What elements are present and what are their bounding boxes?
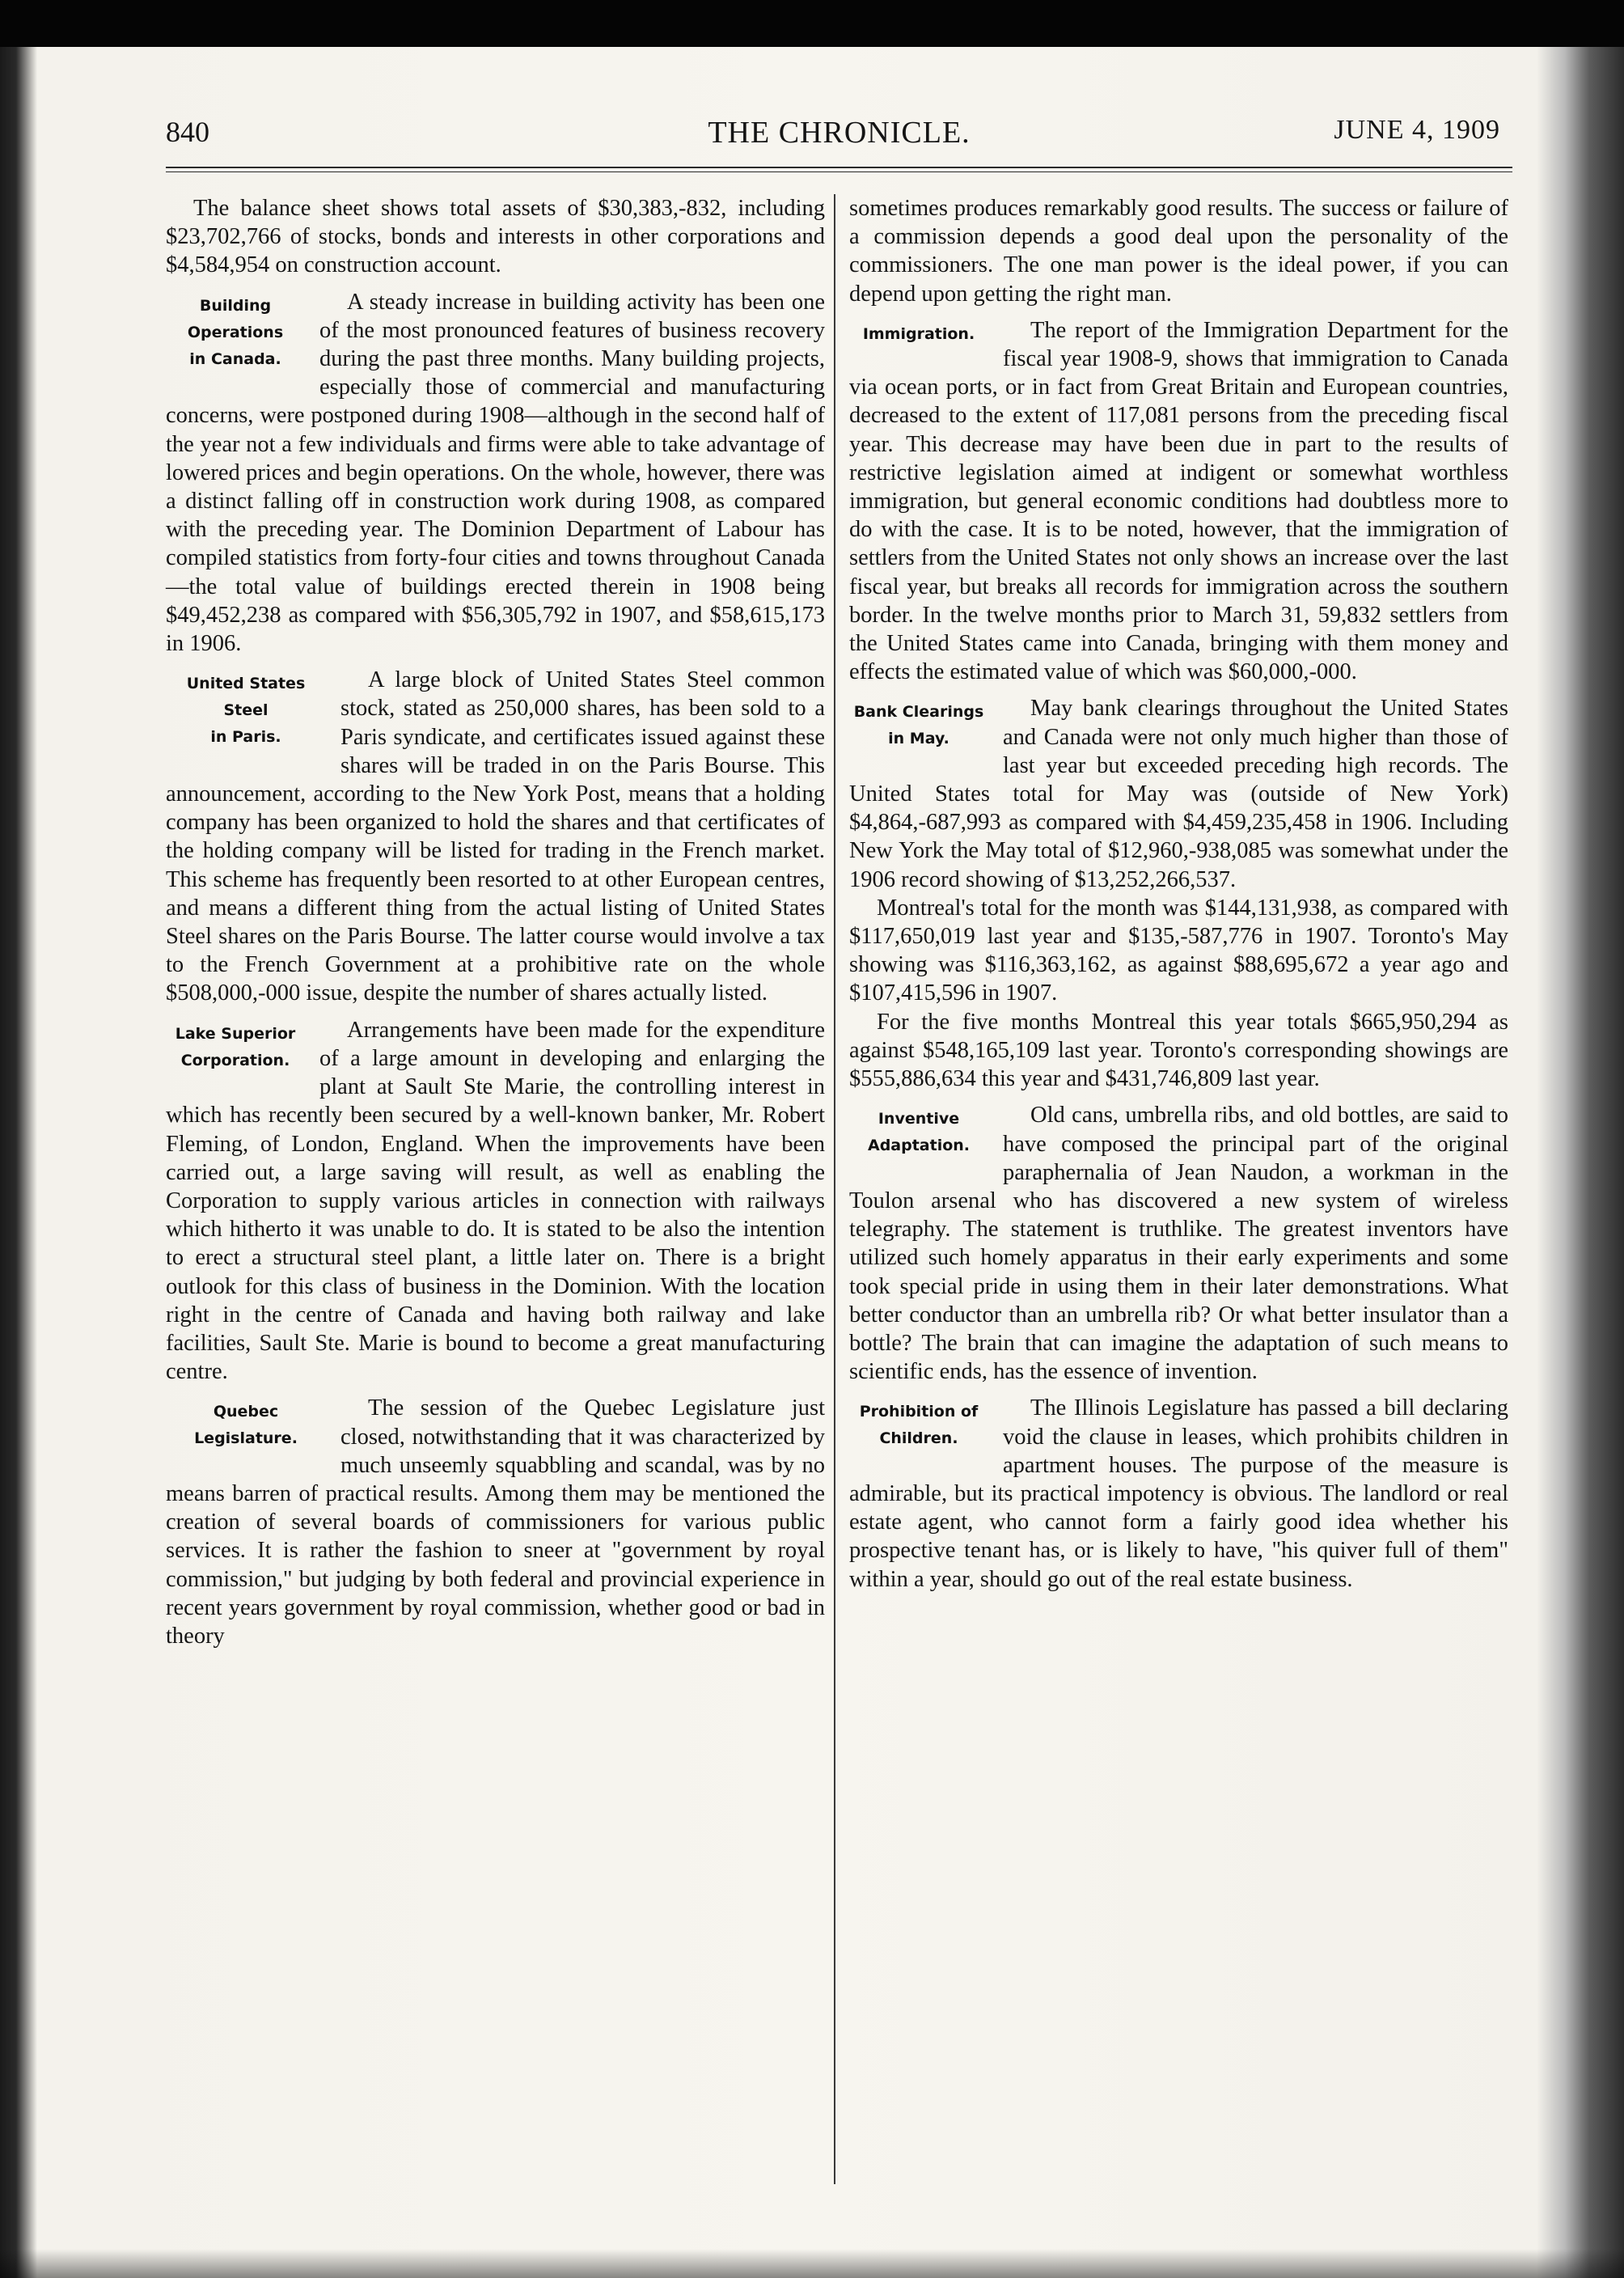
- section-paragraph: Arrangements have been made for the expenditure of a large amount in developing and enlarging the plant at Sault Ste Marie, the controlling interest in which has recently been secured by a well-known banker, Mr. Robert Fleming, of London, England. When the improvements have been carried out, a large saving will result, as well as enabling the Corporation to supply various articles in connection with railways which hitherto it was unable to do. It is stated to be also the intention to erect a structural steel plant, a little later on. There is a bright outlook for this class of business in the Dominion. With the location right in the centre of Canada and having both railway and lake facilities, Sault Ste. Marie is bound to become a great manufacturing centre.: [166, 1017, 825, 1385]
- side-heading-line: Inventive: [878, 1110, 960, 1128]
- side-heading: [166, 671, 326, 751]
- side-heading: [166, 293, 305, 373]
- section-paragraph: Old cans, umbrella ribs, and old bottles, are said to have composed the principal part of the original paraphernalia of Jean Naudon, a workman in the Toulon arsenal who has discovered a new system of wireless telegraphy. The statement is truthlike. The greatest inventors have utilized such homely apparatus in their early experiments and some took special pride in using them in their later demonstrations. What better conductor than an umbrella rib? Or what better insulator than a bottle? The brain that can imagine the adaptation of such means to scientific ends, has the essence of invention.: [849, 1103, 1508, 1385]
- column-divider: [834, 194, 835, 2184]
- issue-date: JUNE 4, 1909: [1334, 115, 1500, 145]
- page-header: [166, 113, 1512, 173]
- section-paragraph: The session of the Quebec Legislature just closed, notwithstanding that it was characterized by much unseemly squabbling and scandal, was by no means barren of practical results. Among them may be mentioned the creation of several boards of commissioners for various public services. It is rather the fashion to sneer at "government by royal commission," but judging by both federal and provincial experience in recent years government by royal commission, whether good or bad in theory: [166, 1395, 825, 1649]
- journal-title: THE CHRONICLE.: [708, 116, 971, 150]
- section-lake-superior: [166, 1016, 825, 1387]
- section-immigration: [849, 316, 1508, 687]
- side-heading-line: Children.: [879, 1429, 958, 1448]
- section-paragraph: Montreal's total for the month was $144,131,938, as compared with $117,650,019 last year and $135,-587,776 in 1907. Toronto's May showing was $116,363,162, as against $88,695,672 a year ago and $107,415,596 in 1907.: [849, 895, 1508, 1006]
- side-heading-line: Building: [199, 296, 272, 315]
- side-heading: [166, 1021, 305, 1074]
- header-rule-thin: [166, 171, 1512, 172]
- side-heading-line: Quebec Legislature.: [194, 1403, 298, 1448]
- continued-paragraph: sometimes produces remarkably good results. The success or failure of a commission depends a good deal upon the personality of the commissioners. The one man power is the ideal power, if you can depend upon getting the right man.: [849, 196, 1508, 307]
- side-heading: [849, 1399, 988, 1452]
- side-heading-line: United States Steel: [186, 675, 306, 720]
- section-building-operations: [166, 288, 825, 658]
- scan-bottom-shadow: [0, 2249, 1624, 2278]
- section-us-steel-paris: [166, 666, 825, 1007]
- section-inventive-adaptation: [849, 1101, 1508, 1386]
- newspaper-page: [166, 113, 1512, 2184]
- right-column: [849, 194, 1508, 1594]
- section-prohibition-of-children: [849, 1394, 1508, 1593]
- side-heading-line: in Canada.: [189, 349, 281, 368]
- side-heading-line: Operations: [187, 323, 284, 341]
- section-quebec-legislature: [166, 1394, 825, 1650]
- side-heading: [849, 1106, 988, 1159]
- side-heading-line: Immigration.: [862, 324, 975, 343]
- section-paragraph: May bank clearings throughout the United States and Canada were not only much higher than those of last year but exceeded preceding high records. The United States total for May was (outside of New York) $4,864,-687,993 as compared with $4,459,235,458 in 1906. Including New York the May total of $12,960,-938,085 was somewhat under the 1906 record showing of $13,252,266,537.: [849, 696, 1508, 892]
- side-heading-line: Prohibition of: [859, 1403, 979, 1421]
- section-paragraph: A large block of United States Steel common stock, stated as 250,000 shares, has been sold to a Paris syndicate, and certificates issued against these shares will be traded in on the Paris Bourse. This announcement, according to the New York Post, means that a holding company has been organized to hold the shares and that certificates of the holding company will be listed for trading in the French market. This scheme has frequently been resorted to at other European centres, and means a different thing from the actual listing of United States Steel shares on the Paris Bourse. The latter course would involve a tax to the French Government at a prohibitive rate on the whole $508,000,-000 issue, despite the number of shares actually listed.: [166, 667, 825, 1006]
- side-heading-line: in May.: [888, 730, 949, 748]
- page-number: 840: [166, 116, 209, 148]
- section-bank-clearings: [849, 694, 1508, 1093]
- scan-top-border: [0, 0, 1624, 47]
- section-paragraph: A steady increase in building activity has been one of the most pronounced features of business recovery during the past three months. Many building projects, especially those of commercial and manufacturing concerns, were postponed during 1908—although in the second half of the year not a few individuals and firms were able to take advantage of lowered prices and begin operations. On the whole, however, there was a distinct falling off in construction work during 1908, as compared with the preceding year. The Dominion Department of Labour has compiled statistics from forty-four cities and towns throughout Canada—the total value of buildings erected therein in 1908 being $49,452,238 as compared with $56,305,792 in 1907, and $58,615,173 in 1906.: [166, 289, 825, 657]
- side-heading: [849, 321, 988, 348]
- side-heading-line: Corporation.: [180, 1051, 290, 1069]
- side-heading: [849, 699, 988, 752]
- side-heading-line: Lake Superior: [175, 1024, 296, 1043]
- side-heading-line: in Paris.: [210, 728, 281, 747]
- article-columns: [166, 194, 1512, 2184]
- side-heading-line: Adaptation.: [867, 1137, 971, 1155]
- section-paragraph: For the five months Montreal this year totals $665,950,294 as against $548,165,109 last year. Toronto's corresponding showings are $555,886,634 this year and $431,746,809 last year.: [849, 1009, 1508, 1092]
- side-heading: [166, 1399, 326, 1452]
- section-paragraph: The Illinois Legislature has passed a bill declaring void the clause in leases, which prohibits children in apartment houses. The purpose of the measure is admirable, but its practical impotency is obvious. The landlord or real estate agent, who cannot form a fairly good idea whether his prospective tenant has, or is likely to have, "his quiver full of them" within a year, should go out of the real estate business.: [849, 1395, 1508, 1592]
- header-rule: [166, 167, 1512, 168]
- intro-paragraph: The balance sheet shows total assets of $30,383,-832, including $23,702,766 of stocks, bonds and interests in other corporations and $4,584,954 on construction account.: [166, 196, 825, 278]
- side-heading-line: Bank Clearings: [853, 703, 984, 722]
- section-paragraph: The report of the Immigration Department for the fiscal year 1908-9, shows that immigration to Canada via ocean ports, or in fact from Great Britain and European countries, decreased to the extent of 117,081 persons from the preceding fiscal year. This decrease may have been due in part to the results of restrictive legislation aimed at indigent or somewhat worthless immigration, but general economic conditions had doubtless more to do with the case. It is to be noted, however, that the immigration of settlers from the United States not only shows an increase over the last fiscal year, but breaks all records for immigration across the southern border. In the twelve months prior to March 31, 59,832 settlers from the United States came into Canada, bringing with them money and effects the estimated value of which was $60,000,-000.: [849, 317, 1508, 685]
- left-column: [166, 194, 825, 1650]
